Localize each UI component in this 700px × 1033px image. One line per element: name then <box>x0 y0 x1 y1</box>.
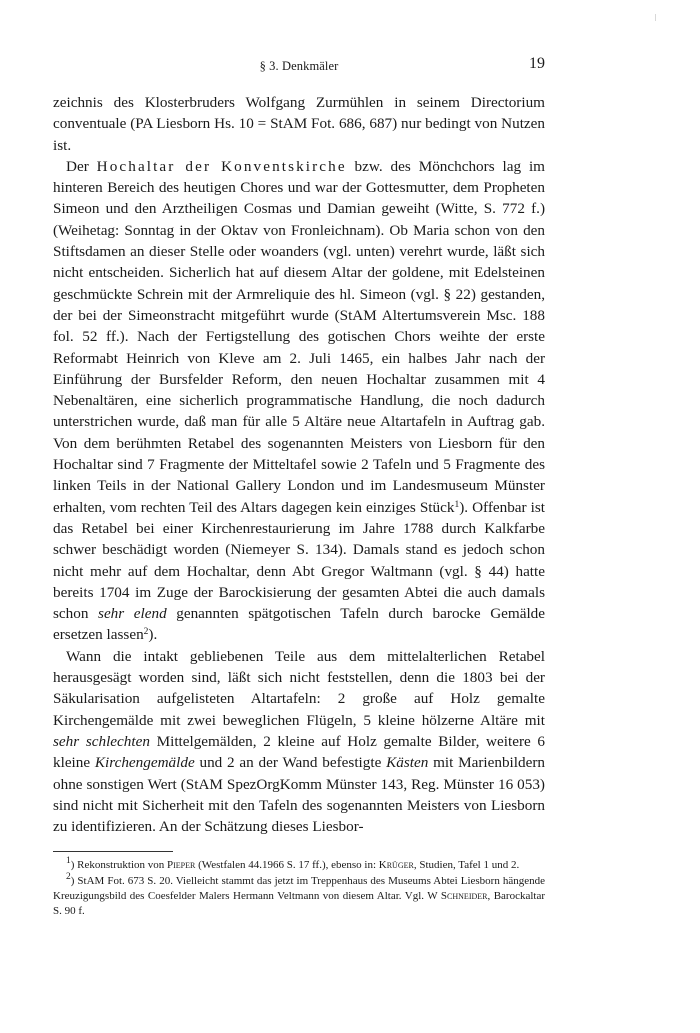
fn1-text-b: (Westfalen 44.1966 S. 17 ff.), ebenso in: <box>195 859 379 872</box>
p2-text-e: ). <box>148 626 158 644</box>
scan-mark <box>655 14 656 21</box>
footnote-2-mark: 2 <box>66 871 71 882</box>
running-head: § 3. Denkmäler <box>259 59 339 73</box>
footnote-ref-2: 2 <box>143 627 149 638</box>
p2-text-b: bzw. des Mönchchors lag im hinteren Bereich des heutigen Chores und war der Gottesmutter, dem Propheten Simeon und den Arztheiligen Cosmas und Damian geweiht (Witte, S. 772 f.) (Weihetag: Sonntag in der Oktav von Fronleichnam). Ob Maria schon von den Stiftsdamen an dieser Stelle oder woanders (vgl. unten) verehrt wurde, läßt sich nicht entscheiden. Sicherlich hat auf diesem Altar der goldene, mit Edelsteinen geschmückte Schrein mit der Armreliquie des hl. Simeon (vgl. § 22) gestanden, der bei der Simeonstracht mitgeführt wurde (StAM Altertumsverein Msc. 188 fol. 52 ff.). Nach der Fertigstellung des gotischen Chors weihte der erste Reformabt Heinrich von Kleve am 2. Juli 1465, ein halbes Jahr nach der Einführung der Bursfelder Reform, den neuen Hochaltar zusammen mit 4 Nebenaltären, eine sicherlich programmatische Handlung, die noch dadurch unterstrichen wurde, daß man für alle 5 Altäre neue Altartafeln in Auftrag gab. Von dem berühmten Retabel des sogenannten Meisters von Liesborn für den Hochaltar sind 7 Fragmente der Mitteltafel sowie 2 Tafeln und 5 Fragmente des linken Teils in der National Gallery London und im Landesmuseum Münster erhalten, vom rechten Teil des Altars dagegen kein einziges Stück <box>53 157 545 516</box>
footnote-1 <box>53 858 545 873</box>
footnotes <box>53 858 545 919</box>
p3-italic-1: sehr schlechten <box>53 732 150 750</box>
footnote-ref-1: 1 <box>454 499 460 510</box>
fn1-text-a: ) Rekonstruktion von <box>70 859 167 872</box>
p2-italic-quote: sehr elend <box>98 605 167 623</box>
fn2-author: Schneider <box>440 889 488 902</box>
footnote-1-mark: 1 <box>66 856 71 867</box>
book-page <box>53 55 545 920</box>
p2-spaced-term: Hochaltar der Konventskirche <box>96 157 347 175</box>
page-number: 19 <box>529 55 545 72</box>
fn1-author-2: Krüger <box>378 859 414 872</box>
footnote-rule <box>53 851 173 852</box>
footnote-2 <box>53 871 545 920</box>
body-text <box>53 92 545 837</box>
p3-text-c: und 2 an der Wand befestigte <box>194 754 387 772</box>
paragraph-1: zeichnis des Klosterbruders Wolfgang Zurmühlen in seinem Directorium conventuale (PA Liesborn Hs. 10 = StAM Fot. 686, 687) nur bedingt von Nutzen ist. <box>53 94 545 154</box>
fn2-text-a: ) StAM Fot. 673 S. 20. Vielleicht stammt das jetzt im Treppenhaus des Museums Abtei Liesborn hängende Kreuzigungsbild des Coesfelder Malers Hermann Veltmann von diesem Altar. Vgl. W <box>53 874 545 902</box>
paragraph-2 <box>53 156 545 646</box>
p2-text-a: Der <box>66 157 97 175</box>
p3-text-a: Wann die intakt gebliebenen Teile aus dem mittelalterlichen Retabel herausgesägt worden sind, läßt sich nicht feststellen, denn die 1803 bei der Säkularisation aufgelisteten Altartafeln: 2 große auf Holz gemalte Kirchengemälde mit zwei beweglichen Flügeln, 5 kleine hölzerne Altäre mit <box>53 647 545 729</box>
p3-text-d: mit Marienbildern ohne sonstigen Wert (StAM SpezOrgKomm Münster 143, Reg. Münster 16 053) sind nicht mit Sicherheit mit den Tafeln des sogenannten Meisters von Liesborn zu identifizieren. An der Schätzung dieses Liesbor- <box>53 754 545 836</box>
fn2-text-b: , Barockaltar S. 90 f. <box>53 889 545 918</box>
p3-text-b: Mittelgemälden, 2 kleine auf Holz gemalte Bilder, weitere 6 kleine <box>53 732 546 772</box>
p3-italic-3: Kästen <box>386 754 429 772</box>
p3-italic-2: Kirchengemälde <box>94 754 195 772</box>
fn1-author-1: Pieper <box>167 859 196 872</box>
p2-text-c: ). Offenbar ist das Retabel bei einer Kirchenrestaurierung im Jahre 1788 durch Kalkfarbe schwer beschädigt worden (Niemeyer S. 134). Damals stand es jedoch schon nicht mehr auf dem Hochaltar, denn Abt Gregor Waltmann (vgl. § 44) hatte bereits 1704 im Zuge der Barockisierung der gesamten Abtei die auch damals schon <box>53 498 545 623</box>
p2-text-d: genannten spätgotischen Tafeln durch barocke Gemälde ersetzen lassen <box>53 605 546 644</box>
fn1-text-c: , Studien, Tafel 1 und 2. <box>413 859 520 872</box>
page-header <box>53 55 545 77</box>
paragraph-3 <box>53 646 545 838</box>
